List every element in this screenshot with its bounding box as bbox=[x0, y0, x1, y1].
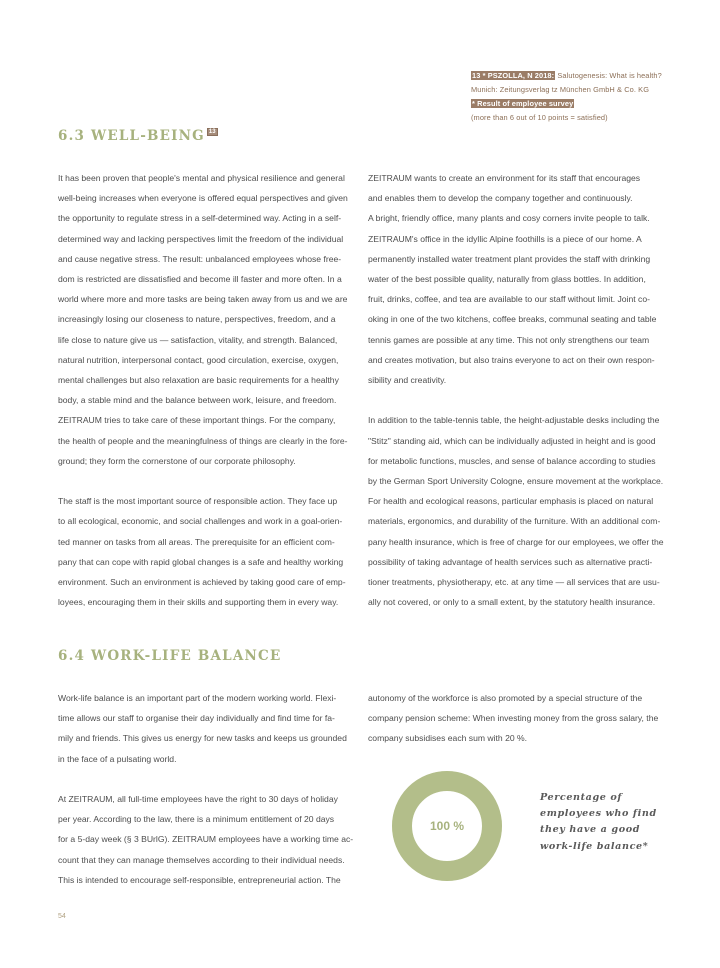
donut-caption bbox=[540, 790, 657, 855]
text-line: company pension scheme: When investing money from the gross salary, the bbox=[368, 713, 659, 724]
text-line: employees who find bbox=[540, 808, 657, 820]
text-line: determined way and lacking perspectives limit the freedom of the individual bbox=[58, 233, 344, 244]
section-heading-wellbeing bbox=[58, 128, 218, 144]
text-line: the opportunity to regulate stress in a self-determined way. Acting in a self- bbox=[58, 213, 342, 224]
text-line: increasingly losing our closeness to nature, perspectives, freedom, and a bbox=[58, 314, 336, 325]
text-line: mental challenges but also relaxation are basic requirements for a healthy bbox=[58, 375, 339, 386]
text-line: well-being increases when everyone is offered equal perspectives and given bbox=[58, 193, 348, 204]
text-line: "Stitz" standing aid, which can be individually adjusted in height and is good bbox=[368, 435, 656, 446]
text-line: the health of people and the meaningfulness of things are clearly in the fore- bbox=[58, 435, 348, 446]
paragraph bbox=[58, 688, 353, 769]
text-line: permanently installed water treatment plant provides the staff with drinking bbox=[368, 253, 651, 264]
footnote-ref-title: Salutogenesis: What is health? bbox=[555, 71, 662, 80]
text-line: for metabolic functions, muscles, and sense of balance according to studies bbox=[368, 455, 656, 466]
section-title: 6.4 WORK-LIFE BALANCE bbox=[58, 648, 282, 664]
text-line: ZEITRAUM's office in the idyllic Alpine foothills is a piece of our home. A bbox=[368, 233, 642, 244]
text-line: tioner treatments, physiotherapy, etc. at any time — all services that are usu- bbox=[368, 577, 660, 588]
text-line: autonomy of the workforce is also promoted by a special structure of the bbox=[368, 693, 643, 703]
footnote-publisher: Munich: Zeitungsverlag tz München GmbH & Co. KG bbox=[471, 85, 650, 94]
text-line: world where more and more tasks are being taken away from us and we are bbox=[58, 294, 348, 305]
page-number: 54 bbox=[58, 913, 66, 920]
text-line: ally not covered, or only to a small extent, by the statutory health insurance. bbox=[368, 597, 656, 608]
text-line: natural nutrition, interpersonal contact, good circulation, exercise, oxygen, bbox=[58, 354, 339, 365]
wellbeing-left-column bbox=[58, 168, 348, 612]
paragraph bbox=[58, 789, 353, 890]
wellbeing-right-column bbox=[368, 168, 664, 612]
text-line: work-life balance* bbox=[540, 840, 649, 852]
text-line: materials, ergonomics, and durability of the furniture. With an additional com- bbox=[368, 516, 661, 527]
text-line: time allows our staff to organise their day individually and find time for fa- bbox=[58, 713, 335, 724]
text-line: by the German Sport University Cologne, ensure movement at the workplace. bbox=[368, 476, 664, 487]
paragraph bbox=[368, 410, 664, 612]
text-line: dom is restricted are dissatisfied and become ill faster and more often. In a bbox=[58, 274, 342, 285]
text-line: environment. Such an environment is achieved by taking good care of emp- bbox=[58, 577, 346, 588]
text-line: ted manner on tasks from all areas. The prerequisite for an efficient com- bbox=[58, 536, 335, 547]
caption-lines bbox=[540, 790, 657, 855]
text-line: oking in one of the two kitchens, coffee breaks, communal seating and table bbox=[368, 314, 657, 325]
text-line: tennis games are possible at any time. This not only strengthens our team bbox=[368, 334, 650, 345]
text-line: In addition to the table-tennis table, the height-adjustable desks including the bbox=[368, 415, 660, 426]
text-line: ZEITRAUM wants to create an environment for its staff that encourages bbox=[368, 173, 641, 183]
text-line: It has been proven that people's mental and physical resilience and general bbox=[58, 173, 345, 183]
text-line: they have a good bbox=[540, 824, 641, 836]
text-line: mily and friends. This gives us energy for new tasks and keeps us grounded bbox=[58, 733, 347, 744]
paragraph bbox=[368, 168, 664, 390]
text-line: At ZEITRAUM, all full-time employees have the right to 30 days of holiday bbox=[58, 794, 338, 804]
text-line: ZEITRAUM tries to take care of these important things. For the company, bbox=[58, 415, 336, 426]
worklife-donut-chart bbox=[392, 771, 502, 881]
section-title: 6.3 WELL-BEING bbox=[58, 128, 205, 144]
text-line: pany that can cope with rapid global changes is a safe and healthy working bbox=[58, 556, 344, 567]
footnote-ref-tag: 13 * PSZOLLA, N 2018: bbox=[472, 71, 555, 80]
text-line: company subsidises each sum with 20 %. bbox=[368, 733, 528, 744]
text-line: life close to nature give us — satisfaction, vitality, and strength. Balanced, bbox=[58, 334, 338, 345]
text-line: sibility and creativity. bbox=[368, 375, 447, 386]
text-line: Percentage of bbox=[540, 792, 623, 803]
worklife-left-column bbox=[58, 688, 353, 890]
text-line: This is intended to encourage self-responsible, entrepreneurial action. The bbox=[58, 874, 341, 885]
text-line: Work-life balance is an important part of the modern working world. Flexi- bbox=[58, 693, 337, 703]
footnote-reference bbox=[471, 69, 662, 83]
text-line: fruit, drinks, coffee, and tea are available to our staff without limit. Joint co- bbox=[368, 294, 650, 305]
paragraph bbox=[58, 491, 348, 612]
section-heading-worklife bbox=[58, 648, 282, 664]
text-line: for a 5-day week (§ 3 BUrlG). ZEITRAUM employees have a working time ac- bbox=[58, 834, 354, 845]
text-line: in the face of a pulsating world. bbox=[58, 753, 177, 764]
text-line: ground; they form the cornerstone of our corporate philosophy. bbox=[58, 455, 296, 466]
text-line: possibility of taking advantage of health services such as alternative practi- bbox=[368, 556, 653, 567]
text-line: and cause negative stress. The result: unbalanced employees whose free- bbox=[58, 253, 342, 264]
text-line: A bright, friendly office, many plants and cosy corners invite people to talk. bbox=[368, 213, 650, 224]
paragraph bbox=[58, 168, 348, 471]
text-line: per year. According to the law, there is a minimum entitlement of 20 days bbox=[58, 814, 335, 825]
donut-value-label: 100 % bbox=[429, 819, 465, 833]
text-line: to all ecological, economic, and social challenges and work in a goal-orien- bbox=[58, 516, 343, 527]
footnote-block bbox=[471, 69, 662, 125]
text-line: pany health insurance, which is free of charge for our employees, we offer the bbox=[368, 536, 664, 547]
text-line: For health and ecological reasons, particular emphasis is placed on natural bbox=[368, 496, 654, 507]
footnote-survey-tag: * Result of employee survey bbox=[472, 99, 574, 108]
text-line: The staff is the most important source of responsible action. They face up bbox=[58, 496, 338, 507]
text-line: and creates motivation, but also trains everyone to act on their own respon- bbox=[368, 354, 655, 365]
text-line: loyees, encouraging them in their skills and supporting them in every way. bbox=[58, 597, 339, 608]
footnote-marker: 13 bbox=[208, 129, 216, 135]
text-line: and enables them to develop the company together and continuously. bbox=[368, 193, 633, 204]
footnote-survey-note: (more than 6 out of 10 points = satisfied) bbox=[471, 113, 608, 122]
text-line: water of the best possible quality, naturally from glass bottles. In addition, bbox=[368, 274, 646, 285]
paragraph bbox=[368, 688, 658, 749]
text-line: body, a stable mind and the balance between work, leisure, and freedom. bbox=[58, 395, 337, 406]
text-line: count that they can manage themselves according to their individual needs. bbox=[58, 854, 345, 865]
worklife-right-column bbox=[368, 688, 658, 749]
